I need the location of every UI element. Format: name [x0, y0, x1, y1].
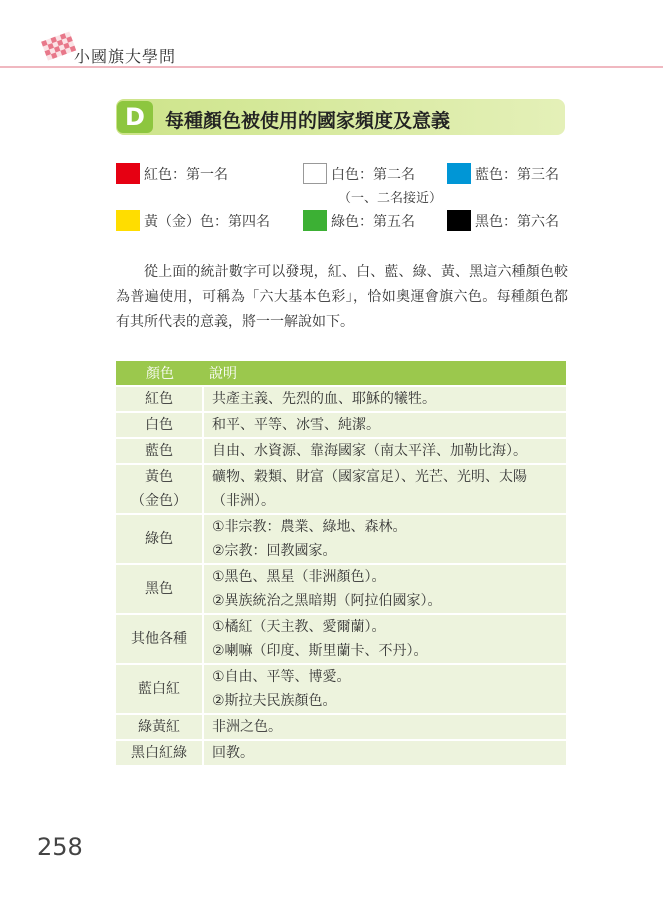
description-cell: ①自由、平等、博愛。 ②斯拉夫民族顏色。 — [204, 665, 566, 713]
description-cell: 和平、平等、冰雪、純潔。 — [204, 413, 566, 437]
legend-label: 黃（金）色：第四名 — [144, 214, 270, 230]
description-cell: 礦物、穀類、財富（國家富足）、光芒、光明、太陽 （非洲）。 — [204, 465, 566, 513]
column-header-color: 顏色 — [116, 361, 204, 385]
column-header-description: 說明 — [204, 361, 566, 385]
table-header-row — [116, 361, 566, 385]
color-cell: 黑白紅綠 — [116, 741, 204, 765]
description-cell: ①黑色、黑星（非洲顏色）。 ②異族統治之黑暗期（阿拉伯國家）。 — [204, 565, 566, 613]
table-row — [116, 715, 566, 739]
description-cell: ①非宗教：農業、綠地、森林。 ②宗教：回教國家。 — [204, 515, 566, 563]
color-meaning-table — [116, 359, 566, 767]
description-cell: 共產主義、先烈的血、耶穌的犧牲。 — [204, 387, 566, 411]
color-cell: 藍色 — [116, 439, 204, 463]
section-letter: D — [117, 101, 153, 133]
page-number: 258 — [37, 833, 83, 861]
color-cell: 藍白紅 — [116, 665, 204, 713]
legend-label: 白色：第二名 — [331, 167, 415, 183]
intro-paragraph: 從上面的統計數字可以發現，紅、白、藍、綠、黃、黑這六種顏色較為普遍使用，可稱為「六大基本色彩」，恰如奧運會旗六色。每種顏色都有其所代表的意義，將一一解說如下。 — [116, 264, 568, 330]
color-cell: 紅色 — [116, 387, 204, 411]
color-cell: 其他各種 — [116, 615, 204, 663]
checkered-flag-logo — [40, 30, 78, 64]
description-cell: 非洲之色。 — [204, 715, 566, 739]
header-divider — [0, 66, 663, 68]
legend-note: （一、二名接近） — [338, 191, 443, 206]
table-row — [116, 565, 566, 613]
table-row — [116, 741, 566, 765]
header-title: 小國旗大學問 — [74, 47, 177, 66]
table-row — [116, 439, 566, 463]
color-cell: 綠色 — [116, 515, 204, 563]
table-row — [116, 465, 566, 513]
color-cell: 黑色 — [116, 565, 204, 613]
description-cell: ①橘紅（天主教、愛爾蘭）。 ②喇嘛（印度、斯里蘭卡、不丹）。 — [204, 615, 566, 663]
white-swatch — [303, 163, 327, 184]
red-swatch — [116, 163, 140, 184]
table-row — [116, 515, 566, 563]
description-cell: 回教。 — [204, 741, 566, 765]
color-cell: 綠黃紅 — [116, 715, 204, 739]
blue-swatch — [447, 163, 471, 184]
section-title: 每種顏色被使用的國家頻度及意義 — [165, 110, 451, 132]
color-cell: 黃色 （金色） — [116, 465, 204, 513]
table-row — [116, 665, 566, 713]
color-cell: 白色 — [116, 413, 204, 437]
legend-label: 黑色：第六名 — [475, 214, 559, 230]
table-row — [116, 413, 566, 437]
table-row — [116, 615, 566, 663]
legend-label: 藍色：第三名 — [475, 167, 559, 183]
description-cell: 自由、水資源、靠海國家（南太平洋、加勒比海）。 — [204, 439, 566, 463]
green-swatch — [303, 210, 327, 231]
yellow-swatch — [116, 210, 140, 231]
legend-label: 綠色：第五名 — [331, 214, 415, 230]
table-row — [116, 387, 566, 411]
legend-label: 紅色：第一名 — [144, 167, 228, 183]
black-swatch — [447, 210, 471, 231]
